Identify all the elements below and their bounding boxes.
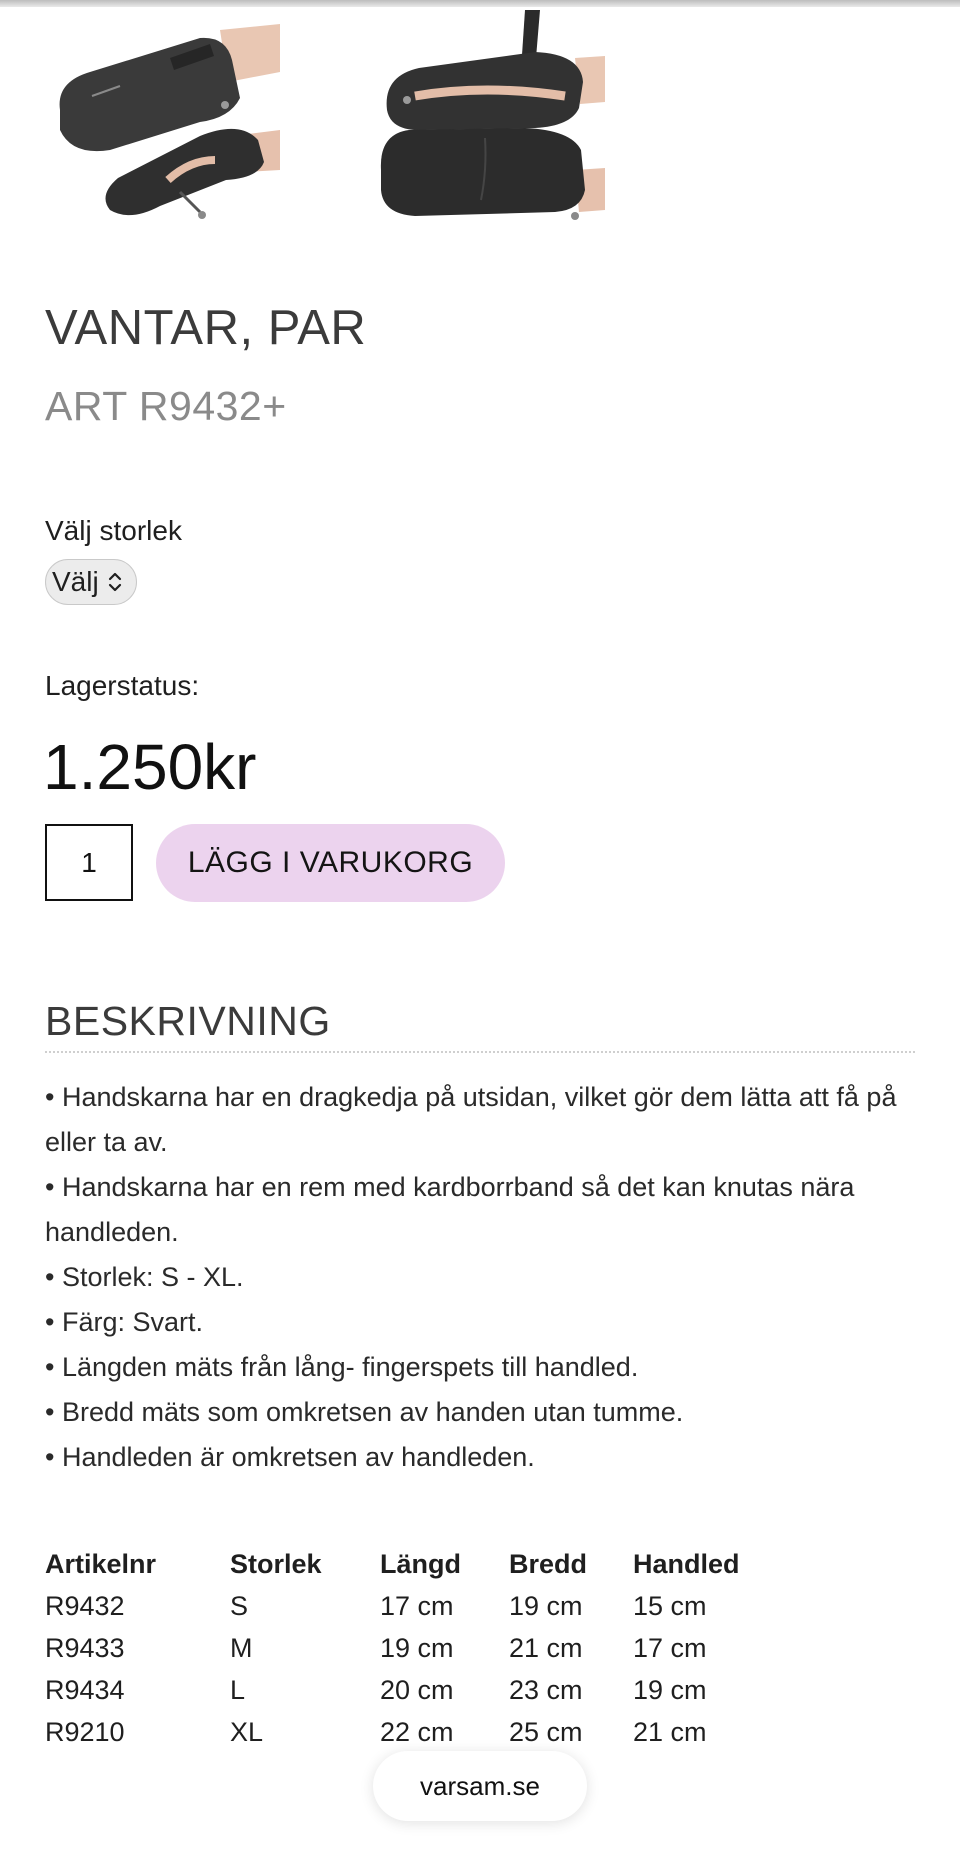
table-row bbox=[45, 1711, 763, 1753]
description-line: • Färg: Svart. bbox=[45, 1307, 203, 1337]
description-list bbox=[45, 1075, 915, 1480]
size-select-value: Välj bbox=[52, 566, 99, 597]
table-cell: 19 cm bbox=[633, 1674, 707, 1705]
table-row bbox=[45, 1627, 763, 1669]
table-cell: 21 cm bbox=[633, 1716, 707, 1747]
description-line: • Bredd mäts som omkretsen av handen utan tumme. bbox=[45, 1397, 684, 1427]
product-title: VANTAR, PAR bbox=[45, 301, 367, 355]
table-cell: 17 cm bbox=[633, 1632, 707, 1663]
description-heading: BESKRIVNING bbox=[45, 998, 331, 1044]
description-line: • Handskarna har en dragkedja på utsidan, vilket gör dem lätta att få på eller ta av. bbox=[45, 1082, 897, 1157]
description-line: • Handleden är omkretsen av handleden. bbox=[45, 1442, 535, 1472]
browser-url-pill[interactable]: varsam.se bbox=[373, 1751, 587, 1821]
product-image-mittens-2[interactable] bbox=[375, 10, 605, 230]
product-price: 1.250kr bbox=[43, 731, 257, 803]
table-cell: R9433 bbox=[45, 1632, 125, 1663]
table-header-cell: Artikelnr bbox=[45, 1548, 157, 1579]
table-row bbox=[45, 1585, 763, 1627]
description-divider bbox=[45, 1051, 915, 1053]
table-cell: S bbox=[230, 1590, 249, 1621]
table-cell: M bbox=[230, 1632, 253, 1663]
article-number: ART R9432+ bbox=[45, 383, 287, 429]
table-cell: 23 cm bbox=[509, 1674, 583, 1705]
table-header-cell: Storlek bbox=[230, 1548, 322, 1579]
size-table-header bbox=[45, 1543, 763, 1585]
size-table bbox=[45, 1543, 763, 1753]
table-cell: L bbox=[230, 1674, 246, 1705]
table-cell: 20 cm bbox=[380, 1674, 454, 1705]
chevron-up-down-icon bbox=[107, 570, 123, 594]
table-cell: 21 cm bbox=[509, 1632, 583, 1663]
table-cell: R9432 bbox=[45, 1590, 125, 1621]
table-header-cell: Handled bbox=[633, 1548, 740, 1579]
table-cell: 25 cm bbox=[509, 1716, 583, 1747]
add-to-cart-button[interactable]: LÄGG I VARUKORG bbox=[156, 824, 505, 902]
table-header-cell: Bredd bbox=[509, 1548, 588, 1579]
table-cell: 19 cm bbox=[380, 1632, 454, 1663]
table-cell: 17 cm bbox=[380, 1590, 454, 1621]
table-row bbox=[45, 1669, 763, 1711]
size-select-label: Välj storlek bbox=[45, 515, 182, 546]
table-cell: 22 cm bbox=[380, 1716, 454, 1747]
table-cell: 19 cm bbox=[509, 1590, 583, 1621]
table-cell: R9210 bbox=[45, 1716, 125, 1747]
table-cell: 15 cm bbox=[633, 1590, 707, 1621]
product-image-mittens-1[interactable] bbox=[50, 10, 280, 230]
browser-top-edge bbox=[0, 0, 960, 7]
description-line: • Handskarna har en rem med kardborrband så det kan knutas nära handleden. bbox=[45, 1172, 855, 1247]
table-header-cell: Längd bbox=[380, 1548, 461, 1579]
size-select[interactable] bbox=[45, 559, 137, 605]
quantity-input[interactable]: 1 bbox=[45, 824, 133, 901]
table-cell: XL bbox=[230, 1716, 264, 1747]
table-cell: R9434 bbox=[45, 1674, 125, 1705]
description-line: • Längden mäts från lång- fingerspets till handled. bbox=[45, 1352, 639, 1382]
description-line: • Storlek: S - XL. bbox=[45, 1262, 244, 1292]
stock-status-label: Lagerstatus: bbox=[45, 670, 200, 701]
